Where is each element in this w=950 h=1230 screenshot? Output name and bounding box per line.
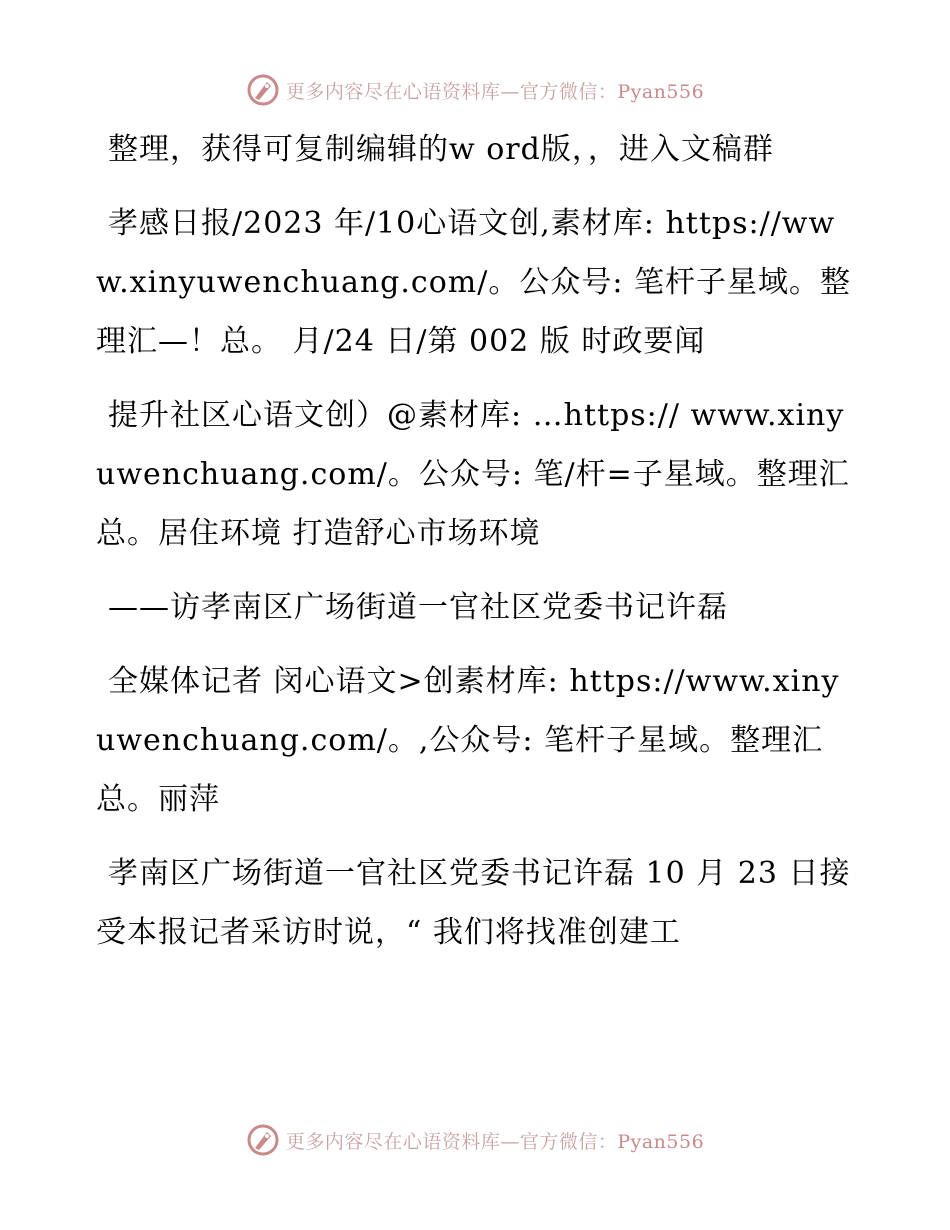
- paragraph-5-text: 全媒体记者 闵心语文>创素材库: https://www.xinyuwenchuang.com/。,公众号: 笔杆子星域。整理汇总。丽萍: [96, 664, 840, 817]
- banner-main-text-footer: 更多内容尽在心语资料库—官方微信：: [285, 1130, 618, 1153]
- paragraph-1: [96, 120, 856, 179]
- pen-nib-logo-icon: [246, 73, 280, 107]
- banner-inner: [246, 73, 704, 107]
- banner-text-footer: [286, 1127, 704, 1154]
- banner-text: [286, 77, 704, 104]
- footer-watermark-banner: [0, 1120, 950, 1160]
- pen-nib-logo-icon: [246, 1123, 280, 1157]
- paragraph-2-text: 孝感日报/2023 年/10心语文创,素材库: https://www.xinyuwenchuang.com/。公众号: 笔杆子星域。整理汇—！总。 月/24 日/第 002 版 时政要闻: [96, 206, 851, 359]
- paragraph-4-text: ——访孝南区广场街道一官社区党委书记许磊: [108, 590, 728, 625]
- banner-handle-footer: Pyan556: [617, 1130, 705, 1153]
- paragraph-4: [96, 578, 856, 637]
- paragraph-6: [96, 844, 856, 962]
- banner-inner-footer: [246, 1123, 704, 1157]
- header-watermark-banner: [0, 70, 950, 110]
- paragraph-2: [96, 194, 856, 371]
- paragraph-3: [96, 386, 856, 563]
- paragraph-1-text: 整理，获得可复制编辑的w ord版，，进入文稿群: [108, 132, 774, 167]
- banner-handle: Pyan556: [617, 80, 705, 103]
- paragraph-3-text: 提升社区心语文创）@素材库: …https:// www.xinyuwenchuang.com/。公众号: 笔/杆=子星域。整理汇总。居住环境 打造舒心市场环境: [96, 398, 850, 551]
- banner-main-text: 更多内容尽在心语资料库—官方微信：: [285, 80, 618, 103]
- paragraph-5: [96, 652, 856, 829]
- paragraph-6-text: 孝南区广场街道一官社区党委书记许磊 10 月 23 日接受本报记者采访时说，“ 我们将找准创建工: [96, 856, 851, 950]
- document-body: [96, 120, 856, 977]
